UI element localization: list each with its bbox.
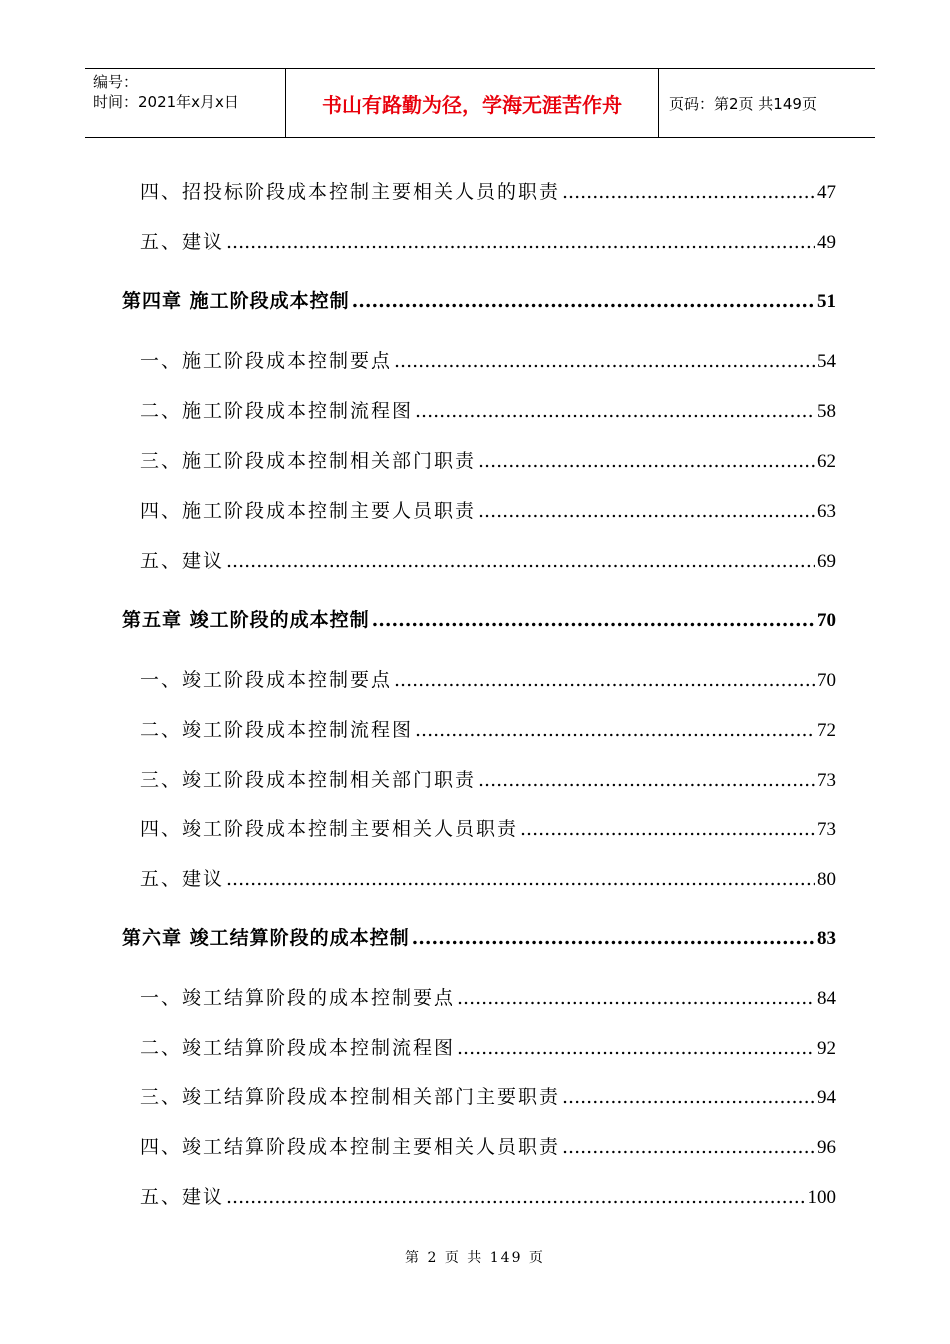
toc-entry-page: 73 <box>817 770 836 791</box>
toc-entry-title: 二、竣工阶段成本控制流程图 <box>140 719 414 741</box>
toc-entry-page: 96 <box>817 1137 836 1158</box>
toc-entry-page: 63 <box>817 501 836 522</box>
toc-dot-leader <box>226 1186 805 1208</box>
toc-entry-page: 92 <box>817 1038 836 1059</box>
toc-dot-leader <box>394 669 815 691</box>
code-label: 编号： <box>93 73 139 91</box>
toc-entry-title: 五、建议 <box>140 1186 225 1208</box>
toc-entry-page: 84 <box>817 988 836 1009</box>
toc-section-entry[interactable] <box>140 715 836 745</box>
toc-entry-page: 72 <box>817 720 836 741</box>
toc-entry-page: 83 <box>817 928 836 949</box>
toc-section-entry[interactable] <box>140 1033 836 1063</box>
toc-dot-leader <box>412 927 815 949</box>
toc-dot-leader <box>478 500 815 522</box>
toc-entry-page: 100 <box>807 1187 836 1208</box>
toc-dot-leader <box>562 1086 815 1108</box>
toc-dot-leader <box>562 1136 815 1158</box>
page-header <box>85 68 875 138</box>
toc-entry-title: 第六章 竣工结算阶段的成本控制 <box>122 927 410 949</box>
toc-entry-title: 二、竣工结算阶段成本控制流程图 <box>140 1037 456 1059</box>
toc-entry-title: 四、竣工阶段成本控制主要相关人员职责 <box>140 818 519 840</box>
toc-entry-page: 70 <box>817 670 836 691</box>
toc-entry-page: 94 <box>817 1087 836 1108</box>
toc-entry-title: 三、施工阶段成本控制相关部门职责 <box>140 450 477 472</box>
toc-dot-leader <box>226 550 815 572</box>
toc-entry-title: 一、竣工结算阶段的成本控制要点 <box>140 987 456 1009</box>
toc-dot-leader <box>457 1037 815 1059</box>
toc-section-entry[interactable] <box>140 496 836 526</box>
toc-dot-leader <box>372 609 815 631</box>
toc-entry-title: 三、竣工阶段成本控制相关部门职责 <box>140 769 477 791</box>
toc-section-entry[interactable] <box>140 864 836 894</box>
toc-entry-page: 80 <box>817 869 836 890</box>
header-meta <box>85 69 286 137</box>
toc-entry-page: 49 <box>817 232 836 253</box>
time-label: 时间：2021年x月x日 <box>93 93 239 111</box>
toc-entry-page: 70 <box>817 610 836 631</box>
toc-section-entry[interactable] <box>140 1132 836 1162</box>
toc-dot-leader <box>562 181 815 203</box>
toc-dot-leader <box>394 350 815 372</box>
toc-chapter-entry[interactable] <box>122 923 836 953</box>
toc-entry-page: 47 <box>817 182 836 203</box>
toc-section-entry[interactable] <box>140 814 836 844</box>
toc-entry-title: 三、竣工结算阶段成本控制相关部门主要职责 <box>140 1086 561 1108</box>
toc-entry-page: 69 <box>817 551 836 572</box>
toc-entry-page: 73 <box>817 819 836 840</box>
toc-entry-title: 五、建议 <box>140 550 225 572</box>
toc-section-entry[interactable] <box>140 446 836 476</box>
toc-chapter-entry[interactable] <box>122 605 836 635</box>
toc-section-entry[interactable] <box>140 396 836 426</box>
toc-section-entry[interactable] <box>140 665 836 695</box>
toc-section-entry[interactable] <box>140 983 836 1013</box>
toc-entry-title: 五、建议 <box>140 231 225 253</box>
toc-dot-leader <box>478 450 815 472</box>
toc-entry-title: 一、竣工阶段成本控制要点 <box>140 669 393 691</box>
toc-section-entry[interactable] <box>140 1182 836 1212</box>
toc-entry-page: 58 <box>817 401 836 422</box>
toc-section-entry[interactable] <box>140 765 836 795</box>
toc-dot-leader <box>520 818 815 840</box>
toc-dot-leader <box>415 400 815 422</box>
toc-entry-page: 54 <box>817 351 836 372</box>
toc-section-entry[interactable] <box>140 227 836 257</box>
page-footer: 第 2 页 共 149 页 <box>405 1250 545 1266</box>
toc-dot-leader <box>478 769 815 791</box>
toc-entry-title: 四、招投标阶段成本控制主要相关人员的职责 <box>140 181 561 203</box>
toc-entry-title: 四、施工阶段成本控制主要人员职责 <box>140 500 477 522</box>
toc-dot-leader <box>226 231 815 253</box>
toc-entry-page: 62 <box>817 451 836 472</box>
toc-entry-title: 第五章 竣工阶段的成本控制 <box>122 609 370 631</box>
toc-section-entry[interactable] <box>140 1082 836 1112</box>
toc-dot-leader <box>226 868 815 890</box>
header-motto: 书山有路勤为径，学海无涯苦作舟 <box>286 69 659 137</box>
toc-entry-title: 二、施工阶段成本控制流程图 <box>140 400 414 422</box>
toc-section-entry[interactable] <box>140 177 836 207</box>
toc-entry-title: 五、建议 <box>140 868 225 890</box>
toc-dot-leader <box>457 987 815 1009</box>
toc-section-entry[interactable] <box>140 346 836 376</box>
toc-chapter-entry[interactable] <box>122 286 836 316</box>
toc-dot-leader <box>352 290 815 312</box>
toc-entry-title: 一、施工阶段成本控制要点 <box>140 350 393 372</box>
toc-section-entry[interactable] <box>140 546 836 576</box>
toc-entry-title: 第四章 施工阶段成本控制 <box>122 290 350 312</box>
toc-entry-page: 51 <box>817 291 836 312</box>
header-page-label: 页码：第2页 共149页 <box>669 94 817 113</box>
toc-entry-title: 四、竣工结算阶段成本控制主要相关人员职责 <box>140 1136 561 1158</box>
toc-dot-leader <box>415 719 815 741</box>
